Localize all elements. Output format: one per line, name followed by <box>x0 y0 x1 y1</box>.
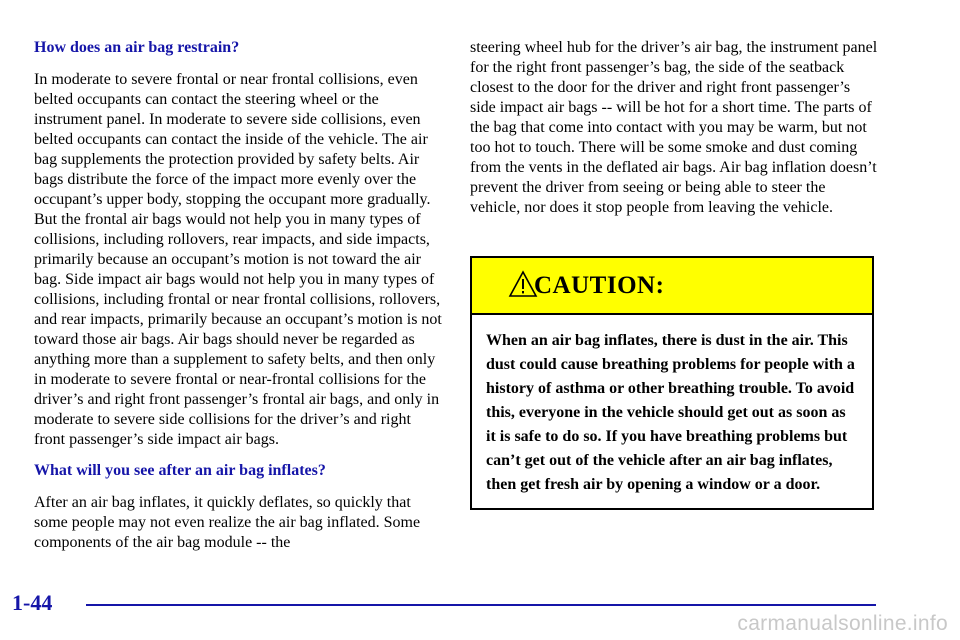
caution-header <box>472 258 872 315</box>
body-paragraph: After an air bag inflates, it quickly deflates, so quickly that some people may not even realize the air bag inflated. Some components of the air bag module -- the <box>34 494 421 551</box>
body-paragraph: steering wheel hub for the driver’s air bag, the instrument panel for the right front passenger’s bag, the side of the seatback closest to the door for the driver and right front passenger’s side impact air bags -- will be hot for a short time. The parts of the bag that come into contact with you may be warm, but not too hot to touch. There will be some smoke and dust coming from the vents in the deflated air bags. Air bag inflation doesn’t prevent the driver from seeing or being able to steer the vehicle, nor does it stop people from leaving the vehicle. <box>470 39 878 216</box>
caution-text: When an air bag inflates, there is dust in the air. This dust could cause breathing problems for people with a history of asthma or other breathing trouble. To avoid this, everyone in the vehicle should get out as soon as it is safe to do so. If you have breathing problems but can’t get out of the vehicle after an air bag inflates, then get fresh air by opening a window or a door. <box>486 332 855 493</box>
right-column <box>470 38 878 229</box>
body-paragraph: In moderate to severe frontal or near frontal collisions, even belted occupants can contact the steering wheel or the instrument panel. In moderate to severe side collisions, even belted occupants can contact the inside of the vehicle. The air bag supplements the protection provided by safety belts. Air bags distribute the force of the impact more evenly over the occupant’s upper body, stopping the occupant more gradually. But the frontal air bags would not help you in many types of collisions, including rollovers, rear impacts, and side impacts, primarily because an occupant’s motion is not toward the air bag. Side impact air bags would not help you in many types of collisions, including frontal or near frontal collisions, rollovers, and rear impacts, primarily because an occupant’s motion is not toward those air bags. Air bags should never be regarded as anything more than a supplement to safety belts, and then only in moderate to severe frontal or near-frontal collisions for the driver’s and right front passenger’s frontal air bags, and only in moderate to severe side collisions for the driver’s and right front passenger’s side impact air bags. <box>34 71 442 448</box>
caution-box <box>470 256 874 510</box>
page-number: 1-44 <box>12 590 53 615</box>
left-column <box>34 38 444 564</box>
footer-divider <box>86 604 876 606</box>
section-heading-restrain: How does an air bag restrain? <box>34 39 240 56</box>
watermark: carmanualsonline.info <box>737 612 948 635</box>
caution-title: CAUTION: <box>534 272 665 299</box>
section-heading-inflates: What will you see after an air bag inflates? <box>34 462 326 479</box>
